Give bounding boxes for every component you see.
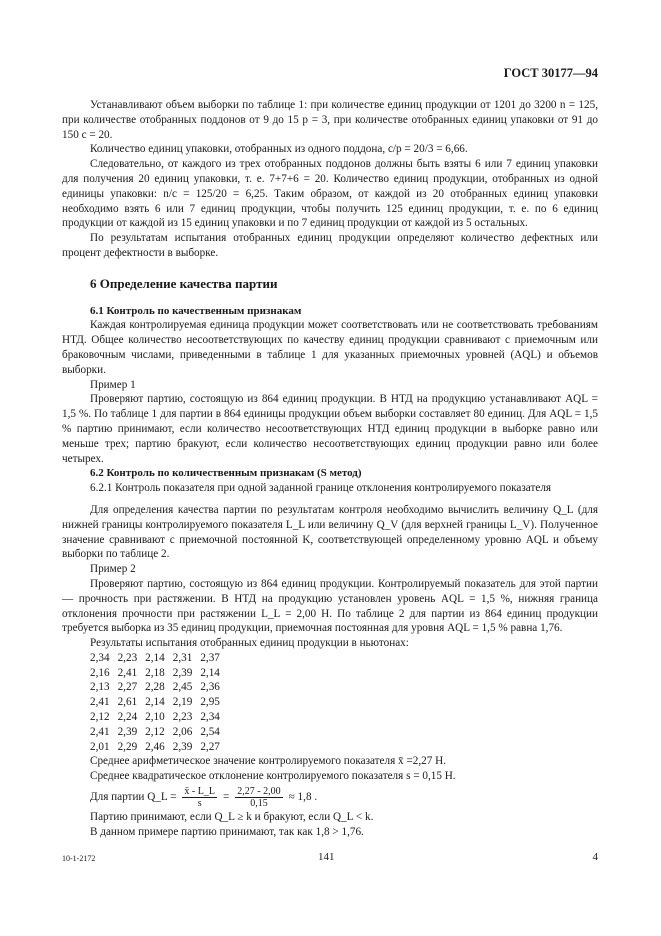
results-cell: 2,36 [200,681,220,694]
formula-ql: Для партии Q_L = $\frac{x̄ - L\_L}{s}$ = $\frac{2,27 - 2,00}{0,15}$ ≈ 1,8 . [90,785,318,809]
results-row [90,740,228,755]
results-cell: 2,34 [200,711,220,724]
results-cell: 2,61 [117,696,138,709]
results-cell: 2,41 [90,696,110,709]
results-cell: 2,19 [172,696,193,709]
paragraph-sample-size: Устанавливают объем выборки по таблице 1: при количестве единиц продукции от 1201 до 3200 n = 125, при количестве отобранных поддонов от 9 до 15 p = 3, при количестве отобранных единиц упаковки от 91 до 150 c = 20. [62,99,598,141]
results-cell: 2,24 [117,711,138,724]
subsection-title-qualitative: 6.1 Контроль по качественным признакам [90,304,302,317]
results-intro: Результаты испытания отобранных единиц продукции в ньютонах: [90,637,409,650]
results-cell: 2,41 [117,666,138,679]
page-content [62,98,598,840]
paragraph-defects: По результатам испытания отобранных единиц продукции определяют количество дефектных или процент дефектности в выборке. [62,232,598,259]
formula-result: ≈ 1,8 . [288,790,318,803]
example-1-label: Пример 1 [90,378,136,391]
results-cell: 2,14 [200,666,220,679]
example-1-text: Проверяют партию, состоящую из 864 единиц продукции. В НТД на продукцию устанавливают AQL = 1,5 %. По таблице 1 для партии в 864 единицы продукции объем выборки составляет 80 единиц. Для AQL = 1,5 % партию принимают, если количество несоответствующих НТД единиц продукции в выборке равно или меньше трех; партию бракуют, если количество несоответствующих единиц продукции равно или более четырех. [62,393,598,465]
results-cell: 2,28 [145,681,165,694]
subsection-title-quantitative: 6.2 Контроль по количественным признакам (S метод) [90,467,362,480]
results-cell: 2,27 [200,740,220,753]
page-number: 141 [318,851,335,863]
results-row [90,666,228,681]
results-cell: 2,16 [90,666,110,679]
results-cell: 2,12 [145,725,165,738]
sheet-number: 4 [592,851,598,863]
conclusion: В данном примере партию принимают, так как 1,8 > 1,76. [90,825,364,838]
fraction-numeric-denominator: 0,15 [250,797,268,809]
results-cell: 2,54 [200,725,220,738]
standard-header: ГОСТ 30177—94 [503,66,598,80]
fraction-numeric [235,786,282,809]
results-cell: 2,39 [172,740,193,753]
paragraph-quality-determination: Для определения качества партии по результатам контроля необходимо вычислить величину Q_L (для нижней границы контролируемого показателя L_L или величину Q_V (для верхней границы L_V). Полученное значение сравнивают с приемочной постоянной K, соответствующей определенному уровню AQL и объему выборки по таблице 2. [62,503,598,561]
results-row [90,710,228,725]
results-cell: 2,14 [145,696,165,709]
example-2-text: Проверяют партию, состоящую из 864 единиц продукции. Контролируемый показатель для этой партии — прочность при растяжении. В НТД на продукцию установлен уровень AQL = 1,5 %, нижняя граница отклонения прочности при растяжении L_L = 2,00 Н. По таблице 2 для партии из 864 единиц продукции требуется выборка из 35 единиц продукции, приемочная постоянная для уровня AQL = 1,5 % равна 1,76. [62,577,598,635]
fraction-numeric-numerator: 2,27 - 2,00 [237,785,281,797]
results-row [90,680,228,695]
results-table [90,651,228,755]
mean-value: Среднее арифметическое значение контролируемого показателя x̄ =2,27 Н. [90,755,446,768]
fraction-symbolic [182,786,217,809]
acceptance-rule: Партию принимают, если Q_L ≥ k и бракуют, если Q_L < k. [90,811,374,824]
formula-label: Для партии Q_L = [90,790,177,803]
results-row [90,651,228,666]
results-cell: 2,18 [145,666,165,679]
results-cell: 2,12 [90,711,110,724]
paragraph-6-2-1: 6.2.1 Контроль показателя при одной заданной границе отклонения контролируемого показателя [90,482,552,495]
fraction-denominator: s [197,797,202,809]
paragraph-qualitative: Каждая контролируемая единица продукции может соответствовать или не соответствовать требованиям НТД. Общее количество несоответствующих по качеству единиц продукции сравнивают с приемочным или браковочным числами, приведенными в таблице 1 для указанных приемочных уровней (AQL) и объемов выборки. [62,319,598,376]
results-row [90,725,228,740]
footer-code: 10-1-2172 [62,854,96,863]
results-cell: 2,14 [145,651,165,664]
results-cell: 2,95 [200,696,220,709]
results-cell: 2,39 [172,666,193,679]
section-title: 6 Определение качества партии [90,275,278,291]
results-cell: 2,01 [90,740,110,753]
results-cell: 2,23 [172,711,193,724]
results-cell: 2,13 [90,681,110,694]
paragraph-units-per-pallet: Количество единиц упаковки, отобранных из одного поддона, c/p = 20/3 = 6,66. [90,143,468,156]
results-row [90,695,228,710]
results-cell: 2,39 [117,725,138,738]
results-cell: 2,31 [172,651,193,664]
results-cell: 2,27 [117,681,138,694]
results-cell: 2,41 [90,725,110,738]
fraction-numerator: x̄ - L_L [184,785,215,797]
paragraph-selection: Следовательно, от каждого из трех отобранных поддонов должны быть взяты 6 или 7 единиц упаковки для получения 20 единиц упаковки, т. е. 7+7+6 = 20. Количество единиц продукции, отобранных из одной единицы упаковки: n/c = 125/20 = 6,25. Таким образом, от каждой из 20 отобранных единиц упаковки необходимо взять 6 или 7 единиц продукции, чтобы получить 125 единиц продукции, т. е. по 6 единиц продукции от каждой из 15 единиц упаковки и по 7 единиц продукции от каждой из 5 остальных. [62,158,598,230]
results-cell: 2,37 [200,651,220,664]
results-cell: 2,10 [145,711,165,724]
results-cell: 2,46 [145,740,165,753]
results-cell: 2,45 [172,681,193,694]
std-deviation: Среднее квадратическое отклонение контролируемого показателя s = 0,15 Н. [90,770,456,783]
results-cell: 2,23 [117,651,138,664]
example-2-label: Пример 2 [90,563,136,576]
results-cell: 2,34 [90,651,110,664]
results-cell: 2,06 [172,725,193,738]
results-cell: 2,29 [117,740,138,753]
